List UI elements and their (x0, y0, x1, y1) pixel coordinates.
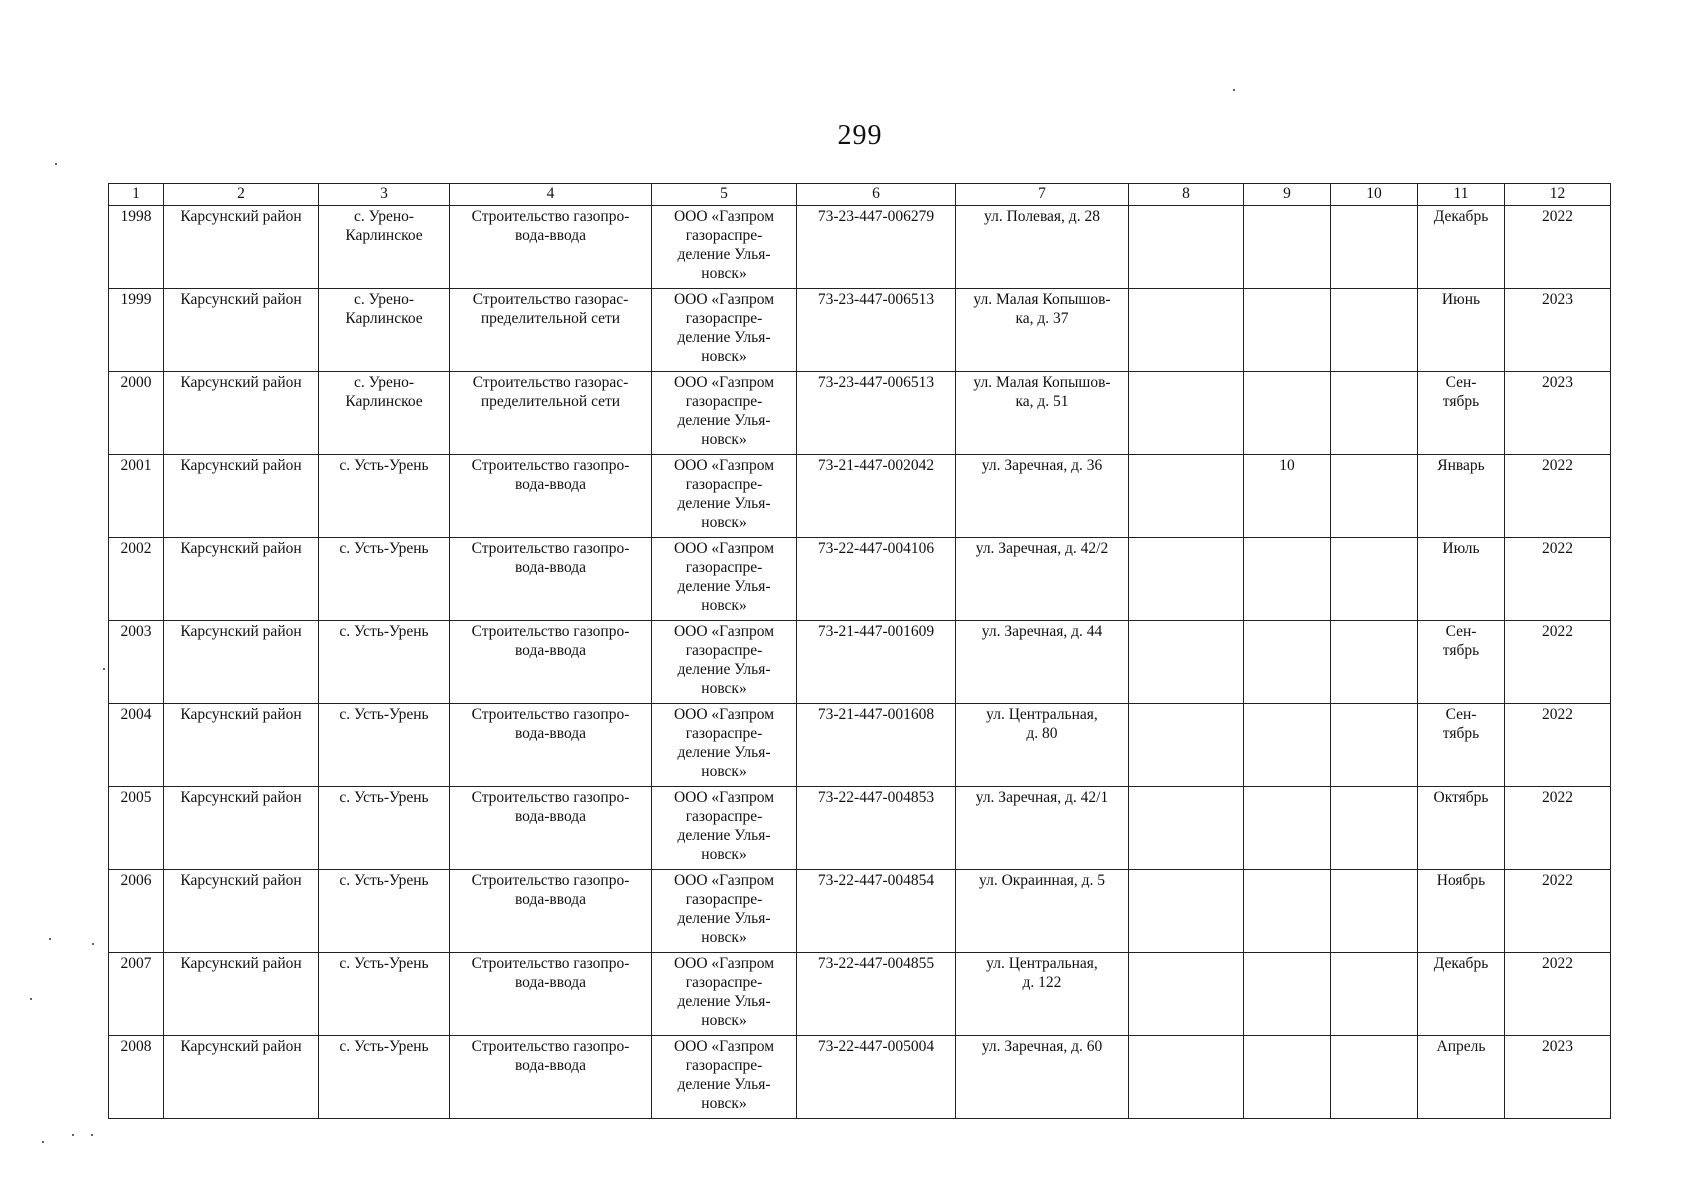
organization-cell: ООО «Газпром газораспре- деление Улья- новск» (652, 538, 797, 621)
table-row (109, 704, 1611, 787)
column-9-cell (1244, 1036, 1331, 1119)
column-8-cell (1129, 206, 1244, 289)
column-10-cell (1331, 1036, 1418, 1119)
column-8-cell (1129, 953, 1244, 1036)
district-cell: Карсунский район (164, 206, 319, 289)
column-10-cell (1331, 455, 1418, 538)
column-8-cell (1129, 289, 1244, 372)
row-number-cell: 2008 (109, 1036, 164, 1119)
locality-cell: с. Усть-Урень (319, 455, 450, 538)
scan-speck (92, 943, 94, 945)
district-cell: Карсунский район (164, 787, 319, 870)
district-cell: Карсунский район (164, 372, 319, 455)
work-type-cell: Строительство газопро- вода-ввода (450, 538, 652, 621)
column-10-cell (1331, 206, 1418, 289)
work-type-cell: Строительство газопро- вода-ввода (450, 704, 652, 787)
work-type-cell: Строительство газопро- вода-ввода (450, 787, 652, 870)
column-number: 5 (652, 184, 797, 206)
year-cell: 2023 (1505, 1036, 1611, 1119)
row-number-cell: 2007 (109, 953, 164, 1036)
district-cell: Карсунский район (164, 289, 319, 372)
organization-cell: ООО «Газпром газораспре- деление Улья- новск» (652, 870, 797, 953)
organization-cell: ООО «Газпром газораспре- деление Улья- новск» (652, 289, 797, 372)
cadastral-code-cell: 73-22-447-004854 (797, 870, 956, 953)
column-9-cell (1244, 538, 1331, 621)
month-cell: Июнь (1418, 289, 1505, 372)
district-cell: Карсунский район (164, 953, 319, 1036)
scan-speck (91, 1134, 93, 1136)
column-10-cell (1331, 621, 1418, 704)
year-cell: 2022 (1505, 455, 1611, 538)
work-type-cell: Строительство газопро- вода-ввода (450, 1036, 652, 1119)
column-8-cell (1129, 1036, 1244, 1119)
address-cell: ул. Окраинная, д. 5 (956, 870, 1129, 953)
scan-speck (55, 163, 57, 165)
table-row (109, 372, 1611, 455)
table-row (109, 1036, 1611, 1119)
cadastral-code-cell: 73-21-447-001608 (797, 704, 956, 787)
column-number: 2 (164, 184, 319, 206)
work-type-cell: Строительство газопро- вода-ввода (450, 621, 652, 704)
row-number-cell: 2001 (109, 455, 164, 538)
cadastral-code-cell: 73-21-447-002042 (797, 455, 956, 538)
year-cell: 2022 (1505, 870, 1611, 953)
address-cell: ул. Заречная, д. 36 (956, 455, 1129, 538)
scan-speck (1233, 89, 1235, 91)
month-cell: Сен- тябрь (1418, 372, 1505, 455)
cadastral-code-cell: 73-22-447-004853 (797, 787, 956, 870)
column-number: 8 (1129, 184, 1244, 206)
column-9-cell: 10 (1244, 455, 1331, 538)
work-type-cell: Строительство газопро- вода-ввода (450, 953, 652, 1036)
year-cell: 2023 (1505, 372, 1611, 455)
table-row (109, 870, 1611, 953)
district-cell: Карсунский район (164, 870, 319, 953)
column-9-cell (1244, 870, 1331, 953)
column-9-cell (1244, 704, 1331, 787)
column-9-cell (1244, 289, 1331, 372)
organization-cell: ООО «Газпром газораспре- деление Улья- новск» (652, 953, 797, 1036)
column-10-cell (1331, 953, 1418, 1036)
column-9-cell (1244, 372, 1331, 455)
month-cell: Сен- тябрь (1418, 621, 1505, 704)
cadastral-code-cell: 73-23-447-006513 (797, 289, 956, 372)
year-cell: 2022 (1505, 538, 1611, 621)
year-cell: 2023 (1505, 289, 1611, 372)
organization-cell: ООО «Газпром газораспре- деление Улья- новск» (652, 372, 797, 455)
column-number: 6 (797, 184, 956, 206)
column-8-cell (1129, 455, 1244, 538)
cadastral-code-cell: 73-21-447-001609 (797, 621, 956, 704)
locality-cell: с. Усть-Урень (319, 870, 450, 953)
column-number: 11 (1418, 184, 1505, 206)
column-10-cell (1331, 538, 1418, 621)
row-number-cell: 1999 (109, 289, 164, 372)
month-cell: Июль (1418, 538, 1505, 621)
work-type-cell: Строительство газопро- вода-ввода (450, 870, 652, 953)
work-type-cell: Строительство газорас- пределительной сети (450, 289, 652, 372)
year-cell: 2022 (1505, 787, 1611, 870)
address-cell: ул. Заречная, д. 42/2 (956, 538, 1129, 621)
year-cell: 2022 (1505, 621, 1611, 704)
column-8-cell (1129, 787, 1244, 870)
column-8-cell (1129, 621, 1244, 704)
cadastral-code-cell: 73-23-447-006513 (797, 372, 956, 455)
column-10-cell (1331, 372, 1418, 455)
month-cell: Декабрь (1418, 953, 1505, 1036)
district-cell: Карсунский район (164, 1036, 319, 1119)
organization-cell: ООО «Газпром газораспре- деление Улья- новск» (652, 455, 797, 538)
organization-cell: ООО «Газпром газораспре- деление Улья- новск» (652, 704, 797, 787)
month-cell: Декабрь (1418, 206, 1505, 289)
cadastral-code-cell: 73-22-447-004106 (797, 538, 956, 621)
table-row (109, 538, 1611, 621)
column-8-cell (1129, 870, 1244, 953)
column-9-cell (1244, 953, 1331, 1036)
column-10-cell (1331, 704, 1418, 787)
month-cell: Апрель (1418, 1036, 1505, 1119)
district-cell: Карсунский район (164, 455, 319, 538)
locality-cell: с. Урено- Карлинское (319, 289, 450, 372)
month-cell: Сен- тябрь (1418, 704, 1505, 787)
column-10-cell (1331, 870, 1418, 953)
column-8-cell (1129, 538, 1244, 621)
scan-speck (72, 1134, 74, 1136)
column-10-cell (1331, 787, 1418, 870)
column-number: 1 (109, 184, 164, 206)
address-cell: ул. Малая Копышов- ка, д. 37 (956, 289, 1129, 372)
locality-cell: с. Усть-Урень (319, 953, 450, 1036)
column-9-cell (1244, 787, 1331, 870)
row-number-cell: 2003 (109, 621, 164, 704)
scan-speck (49, 938, 51, 940)
table-row (109, 455, 1611, 538)
district-cell: Карсунский район (164, 538, 319, 621)
month-cell: Октябрь (1418, 787, 1505, 870)
work-type-cell: Строительство газопро- вода-ввода (450, 455, 652, 538)
column-8-cell (1129, 372, 1244, 455)
address-cell: ул. Центральная, д. 80 (956, 704, 1129, 787)
table-row (109, 289, 1611, 372)
work-type-cell: Строительство газопро- вода-ввода (450, 206, 652, 289)
column-number: 10 (1331, 184, 1418, 206)
locality-cell: с. Урено- Карлинское (319, 372, 450, 455)
column-9-cell (1244, 621, 1331, 704)
locality-cell: с. Урено- Карлинское (319, 206, 450, 289)
column-number: 7 (956, 184, 1129, 206)
column-8-cell (1129, 704, 1244, 787)
address-cell: ул. Малая Копышов- ка, д. 51 (956, 372, 1129, 455)
row-number-cell: 1998 (109, 206, 164, 289)
row-number-cell: 2005 (109, 787, 164, 870)
address-cell: ул. Заречная, д. 42/1 (956, 787, 1129, 870)
column-10-cell (1331, 289, 1418, 372)
table-row (109, 206, 1611, 289)
register-body (109, 206, 1611, 1119)
table-row (109, 953, 1611, 1036)
column-9-cell (1244, 206, 1331, 289)
register-table (108, 183, 1611, 1119)
cadastral-code-cell: 73-22-447-005004 (797, 1036, 956, 1119)
scan-speck (30, 998, 32, 1000)
organization-cell: ООО «Газпром газораспре- деление Улья- новск» (652, 1036, 797, 1119)
year-cell: 2022 (1505, 206, 1611, 289)
row-number-cell: 2000 (109, 372, 164, 455)
year-cell: 2022 (1505, 953, 1611, 1036)
row-number-cell: 2002 (109, 538, 164, 621)
district-cell: Карсунский район (164, 704, 319, 787)
cadastral-code-cell: 73-23-447-006279 (797, 206, 956, 289)
cadastral-code-cell: 73-22-447-004855 (797, 953, 956, 1036)
locality-cell: с. Усть-Урень (319, 621, 450, 704)
column-number: 9 (1244, 184, 1331, 206)
month-cell: Ноябрь (1418, 870, 1505, 953)
address-cell: ул. Заречная, д. 44 (956, 621, 1129, 704)
table-row (109, 787, 1611, 870)
locality-cell: с. Усть-Урень (319, 1036, 450, 1119)
row-number-cell: 2004 (109, 704, 164, 787)
year-cell: 2022 (1505, 704, 1611, 787)
work-type-cell: Строительство газорас- пределительной сети (450, 372, 652, 455)
organization-cell: ООО «Газпром газораспре- деление Улья- новск» (652, 206, 797, 289)
column-number-row (109, 184, 1611, 206)
column-number: 4 (450, 184, 652, 206)
table-row (109, 621, 1611, 704)
scan-speck (42, 1141, 44, 1143)
address-cell: ул. Полевая, д. 28 (956, 206, 1129, 289)
district-cell: Карсунский район (164, 621, 319, 704)
column-number: 3 (319, 184, 450, 206)
organization-cell: ООО «Газпром газораспре- деление Улья- новск» (652, 621, 797, 704)
organization-cell: ООО «Газпром газораспре- деление Улья- новск» (652, 787, 797, 870)
row-number-cell: 2006 (109, 870, 164, 953)
locality-cell: с. Усть-Урень (319, 538, 450, 621)
address-cell: ул. Центральная, д. 122 (956, 953, 1129, 1036)
page-number: 299 (837, 120, 883, 151)
locality-cell: с. Усть-Урень (319, 787, 450, 870)
column-number: 12 (1505, 184, 1611, 206)
address-cell: ул. Заречная, д. 60 (956, 1036, 1129, 1119)
scan-speck (103, 668, 105, 670)
locality-cell: с. Усть-Урень (319, 704, 450, 787)
month-cell: Январь (1418, 455, 1505, 538)
